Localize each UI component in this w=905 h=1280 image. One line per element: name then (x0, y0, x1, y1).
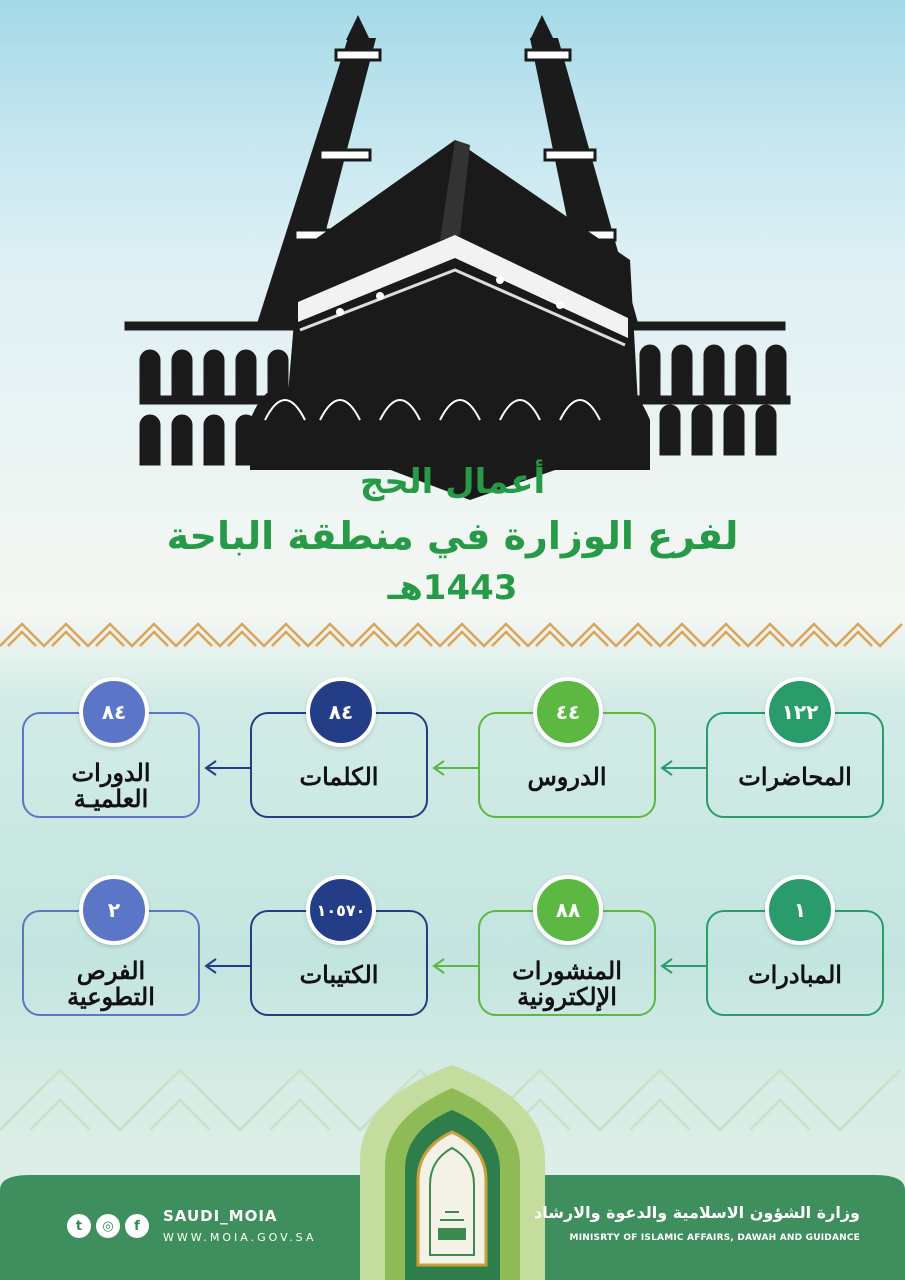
stat-value-lectures: ١٢٢ (765, 677, 835, 747)
stat-label-line2: الإلكترونية (517, 982, 617, 1011)
stat-value-initiatives: ١ (765, 875, 835, 945)
stat-label: الكلمات (299, 762, 379, 791)
facebook-icon[interactable]: f (125, 1214, 149, 1238)
stat-label-line1: المنشورات (512, 956, 622, 985)
arrow-icon (434, 761, 478, 775)
stat-value-lessons: ٤٤ (533, 677, 603, 747)
arrow-icon (434, 959, 478, 973)
stat-label: الكتيبات (299, 960, 379, 989)
title-line-1: أعمال الحج (359, 462, 546, 502)
stat-label-line2: العلميـة (73, 784, 149, 813)
twitter-icon[interactable]: t (67, 1214, 91, 1238)
arrow-icon (662, 959, 706, 973)
stat-value-booklets: ١٠٥٧٠ (306, 875, 376, 945)
stat-label-line1: الدورات (71, 758, 151, 787)
title-line-3: 1443هـ (387, 568, 518, 608)
stat-label: الدروس (527, 762, 607, 791)
stat-value-e-publications: ٨٨ (533, 875, 603, 945)
stat-value-speeches: ٨٤ (306, 677, 376, 747)
arrow-icon (662, 761, 706, 775)
stat-value-volunteer: ٢ (79, 875, 149, 945)
stat-value-courses: ٨٤ (79, 677, 149, 747)
social-handle[interactable]: SAUDI_MOIA (163, 1207, 278, 1225)
arrow-icon (206, 959, 250, 973)
footer-background (0, 1040, 905, 1280)
ministry-name-english: MINISRTY OF ISLAMIC AFFAIRS, DAWAH AND GUIDANCE (569, 1233, 860, 1243)
website-link[interactable]: WWW.MOIA.GOV.SA (163, 1231, 317, 1244)
title-line-2: لفرع الوزارة في منطقة الباحة (166, 514, 739, 558)
ministry-name-arabic: وزارة الشؤون الاسلامية والدعوة والارشاد (534, 1203, 860, 1222)
stat-label-line2: التطوعية (67, 982, 155, 1011)
stat-label-line1: الفرص (76, 956, 146, 985)
stat-label: المبادرات (748, 960, 842, 989)
instagram-icon[interactable]: ◎ (96, 1214, 120, 1238)
arrow-icon (206, 761, 250, 775)
stat-label: المحاضرات (738, 762, 852, 791)
